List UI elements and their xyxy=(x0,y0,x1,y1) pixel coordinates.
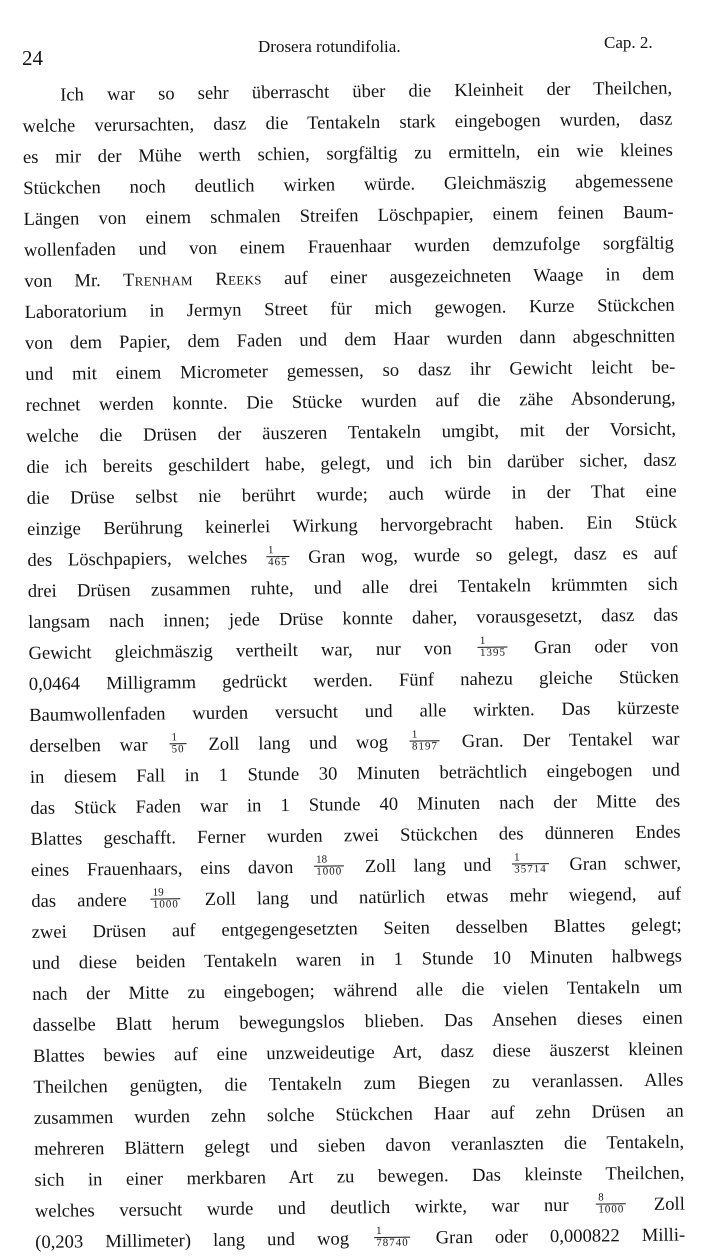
text-run: drei Drüsen zusammen ruhte, und alle drei Tentakeln krümmten sich xyxy=(27,573,678,602)
text-run: Gewicht gleichmäszig vertheilt war, nur von xyxy=(28,637,476,664)
page-number: 24 xyxy=(22,46,43,70)
fraction xyxy=(169,732,186,755)
text-run: Blattes bewies auf eine unzweideutige Art, dasz diese äuszerst kleinen xyxy=(32,1038,684,1067)
fraction xyxy=(410,730,440,753)
text-run: die Drüse selbst nie berührt wurde; auch würde in der That eine xyxy=(26,480,677,509)
body-text xyxy=(22,73,685,1258)
fraction-denominator: 1000 xyxy=(316,865,343,878)
text-run: Zoll lang und xyxy=(347,854,510,878)
text-run: Theilchen genügten, die Tentakeln zum Biegen zu veranlassen. Alles xyxy=(33,1069,684,1098)
text-run: von dem Papier, dem Faden und dem Haar wurden dann abgeschnitten xyxy=(24,325,676,354)
text-run: langsam nach innen; jede Drüse konnte daher, vorausgesetzt, dasz das xyxy=(28,604,679,633)
fraction xyxy=(151,887,181,910)
person-name: Trenham Reeks xyxy=(122,268,262,291)
text-run: eines Frauenhaars, eins davon xyxy=(30,856,312,881)
text-run: Zoll xyxy=(629,1193,685,1216)
text-run: in diesem Fall in 1 Stunde 30 Minuten beträchtlich eingebogen und xyxy=(29,759,680,788)
text-run: auf einer ausgezeichneten Waage in dem xyxy=(261,263,675,290)
fraction-denominator: 465 xyxy=(268,556,288,569)
text-run: des Löschpapiers, welches xyxy=(27,547,264,571)
fraction-numerator: 1 xyxy=(169,732,186,744)
text-run: zwei Drüsen auf entgegengesetzten Seiten desselben Blattes gelegt; xyxy=(31,914,682,943)
text-run: welches versucht wurde und deutlich wirkte, war nur xyxy=(34,1194,594,1222)
fraction-denominator: 1000 xyxy=(598,1203,625,1216)
text-run: Gran oder 0,000822 Milli- xyxy=(413,1224,686,1249)
text-run: Gran oder von xyxy=(510,635,679,659)
text-run: das andere xyxy=(31,889,148,912)
text-run: Zoll lang und wog xyxy=(189,731,408,756)
text-run: Blattes geschafft. Ferner wurden zwei Stückchen des dünneren Endes xyxy=(30,821,681,850)
fraction-numerator: 1 xyxy=(266,545,290,557)
fraction-denominator: 35714 xyxy=(514,863,547,876)
text-run: 0,0464 Milligramm gedrückt werden. Fünf nahezu gleiche Stücken xyxy=(28,666,679,695)
text-run: und diese beiden Tentakeln waren in 1 Stunde 10 Minuten halbwegs xyxy=(31,945,683,974)
fraction xyxy=(266,545,290,568)
text-run: Stückchen noch deutlich wirken würde. Gleichmäszig abgemessene xyxy=(23,170,674,199)
text-run: Zoll lang und natürlich etwas mehr wiegend, auf xyxy=(183,883,682,911)
fraction-numerator: 18 xyxy=(314,855,344,867)
text-run: Laboratorium in Jermyn Street für mich gewogen. Kurze Stückchen xyxy=(24,294,675,323)
text-run: mehreren Blättern gelegt und sieben davon veranlaszten die Tentakeln, xyxy=(34,1131,685,1160)
fraction-denominator: 1395 xyxy=(479,646,507,660)
fraction-denominator: 8197 xyxy=(411,740,439,753)
text-run: welche verursachten, dasz die Tentakeln stark eingebogen wurden, dasz xyxy=(22,108,673,137)
text-run: wollenfaden und von einem Frauenhaar wurden demzufolge sorgfältig xyxy=(23,232,675,261)
fraction-denominator: 50 xyxy=(171,743,185,756)
chapter-label: Cap. 2. xyxy=(604,33,653,52)
text-run: Ich war so sehr überrascht über die Kleinheit der Theilchen, xyxy=(60,77,673,106)
text-run: das Stück Faden war in 1 Stunde 40 Minuten nach der Mitte des xyxy=(30,790,681,819)
text-run: dasselbe Blatt herum bewegungslos blieben. Das Ansehen dieses einen xyxy=(32,1007,683,1036)
fraction-numerator: 1 xyxy=(512,852,549,864)
text-run: Gran schwer, xyxy=(551,852,682,876)
text-run: sich in einer merkbaren Art zu bewegen. Das kleinste Theilchen, xyxy=(34,1162,685,1191)
fraction-numerator: 1 xyxy=(478,636,508,648)
fraction-numerator: 19 xyxy=(151,887,181,899)
fraction-numerator: 1 xyxy=(374,1226,411,1238)
text-run: Gran. Der Tentakel war xyxy=(442,728,680,753)
fraction-numerator: 1 xyxy=(410,730,440,742)
fraction-denominator: 78740 xyxy=(376,1236,409,1250)
fraction-numerator: 8 xyxy=(596,1192,626,1204)
fraction xyxy=(478,636,508,659)
text-run: Baumwollenfaden wurden versucht und alle wirkten. Das kürzeste xyxy=(29,697,680,726)
text-run: Gran wog, wurde so gelegt, dasz es auf xyxy=(292,542,678,568)
text-run: welche die Drüsen der äuszeren Tentakeln umgibt, mit der Vorsicht, xyxy=(25,418,677,447)
page-header xyxy=(0,28,701,68)
fraction xyxy=(512,852,549,875)
text-run: (0,203 Millimeter) lang und wog xyxy=(35,1228,372,1253)
running-title: Drosera rotundifolia. xyxy=(258,37,401,56)
text-line xyxy=(35,1220,685,1258)
text-run: rechnet werden konnte. Die Stücke wurden auf die zähe Absonderung, xyxy=(25,387,676,416)
text-run: zusammen wurden zehn solche Stückchen Haar auf zehn Drüsen an xyxy=(33,1100,684,1129)
fraction xyxy=(314,855,344,878)
fraction-denominator: 1000 xyxy=(152,898,179,911)
text-run: und mit einem Micrometer gemessen, so dasz ihr Gewicht leicht be- xyxy=(25,356,676,385)
text-run: derselben war xyxy=(29,734,167,757)
text-run: einzige Berührung keinerlei Wirkung hervorgebracht haben. Ein Stück xyxy=(26,511,678,540)
text-run: die ich bereits geschildert habe, gelegt, und ich bin darüber sicher, dasz xyxy=(26,449,677,478)
text-run: es mir der Mühe werth schien, sorgfältig zu ermitteln, ein wie kleines xyxy=(22,139,673,168)
fraction xyxy=(374,1226,411,1249)
fraction xyxy=(596,1192,626,1215)
text-run: nach der Mitte zu eingebogen; während alle die vielen Tentakeln um xyxy=(32,976,683,1005)
text-run: von Mr. xyxy=(24,269,124,292)
text-run: Längen von einem schmalen Streifen Löschpapier, einem feinen Baum- xyxy=(23,201,674,230)
